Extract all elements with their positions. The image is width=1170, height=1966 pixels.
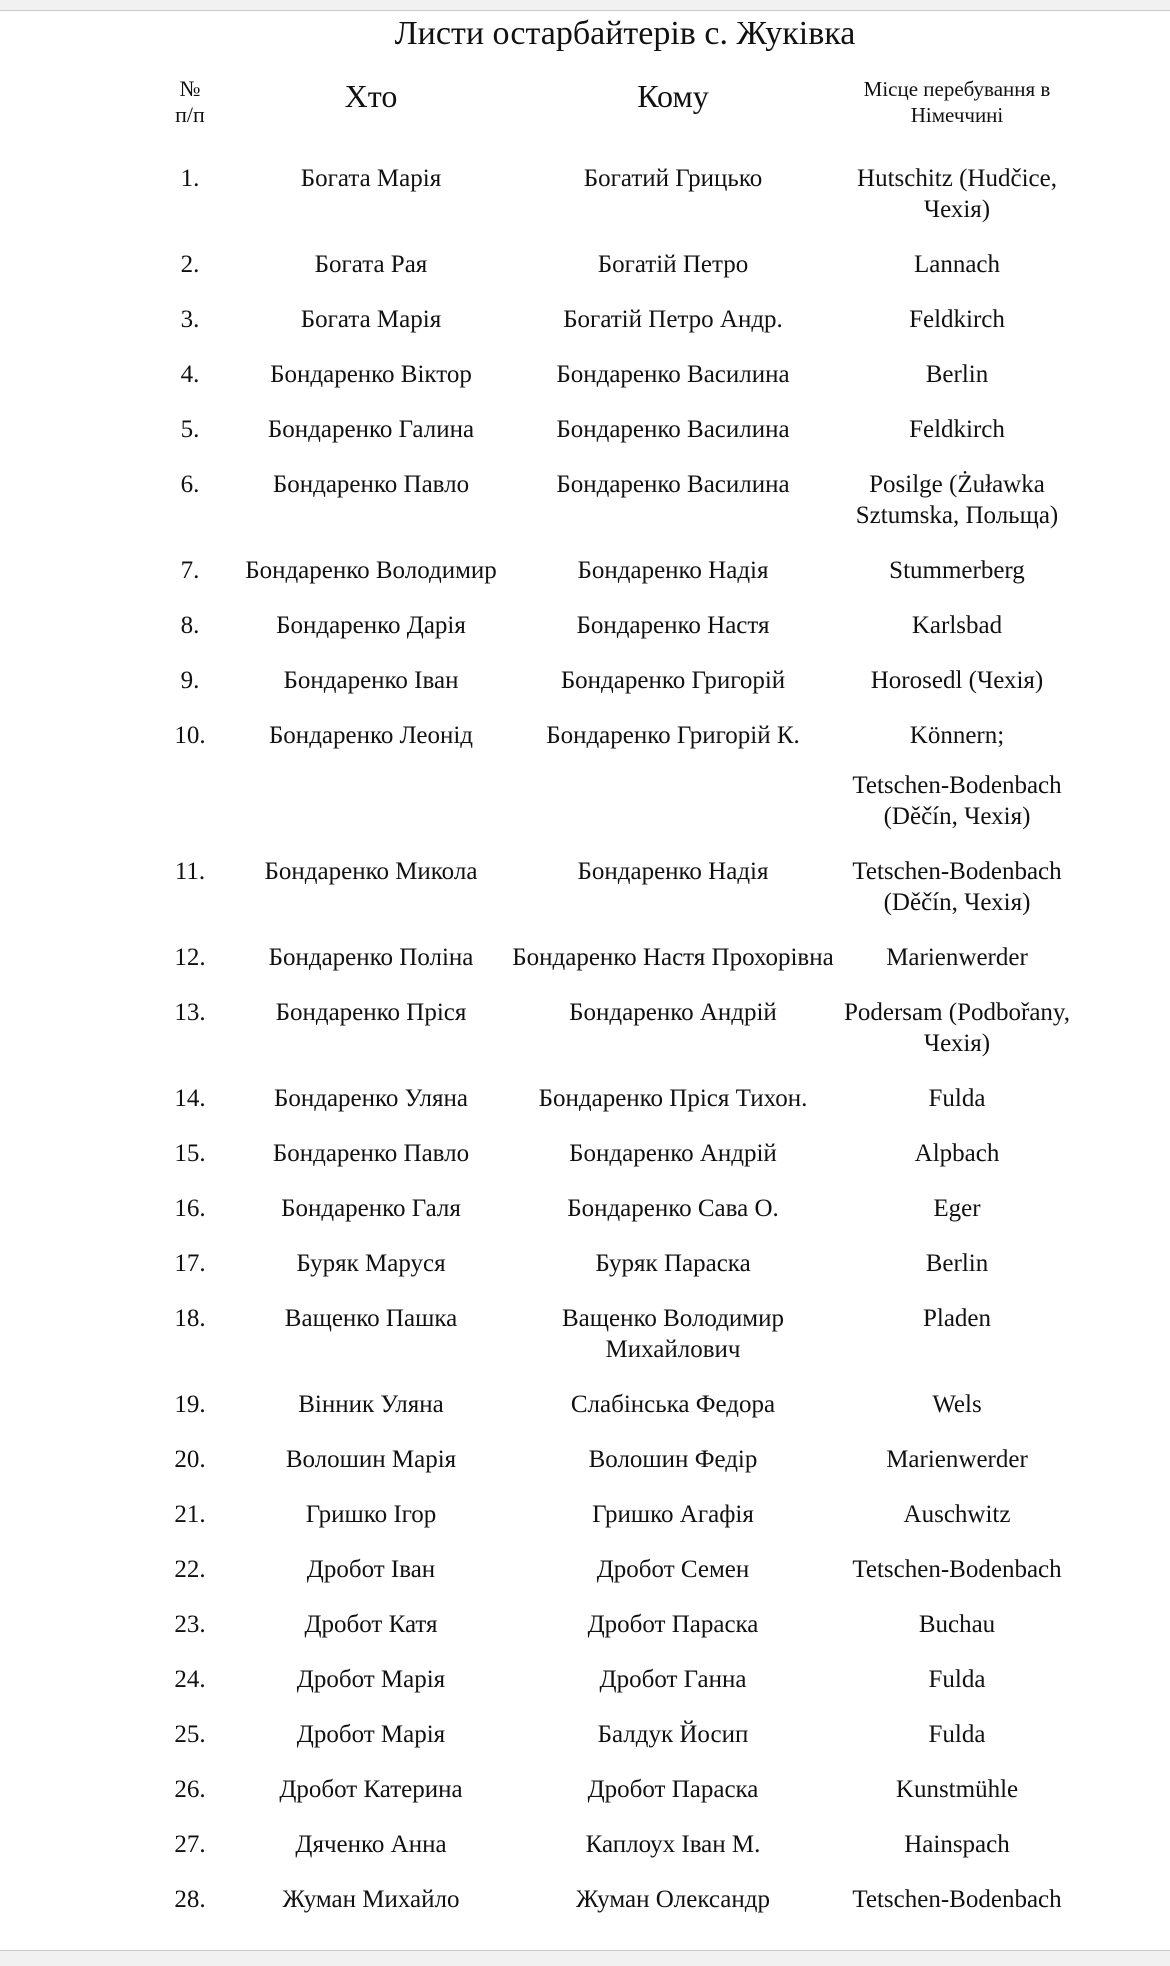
place-entry: Könnern; (909, 722, 1005, 749)
sender-name: Дробот Іван (306, 1556, 436, 1583)
place-in-germany (834, 1377, 1080, 1432)
row-number: 17. (174, 1250, 206, 1277)
place-entry: Eger (933, 1195, 981, 1222)
row-number: 26. (174, 1776, 206, 1803)
place-entry: Marienwerder (886, 1446, 1028, 1473)
place-entry: Hutschitz (Hudčice, Чехія) (857, 165, 1057, 223)
place-in-germany (834, 1597, 1080, 1652)
row-number: 13. (174, 999, 206, 1026)
table-row (150, 1872, 1080, 1927)
table-row (150, 653, 1080, 708)
sender-name: Дробот Катя (304, 1611, 438, 1638)
place-in-germany (834, 930, 1080, 985)
place-entry: Lannach (913, 251, 1001, 278)
place-entry: Auschwitz (903, 1501, 1011, 1528)
place-in-germany (834, 347, 1080, 402)
recipient-name: Дробот Параска (587, 1776, 759, 1803)
place-in-germany (834, 1291, 1080, 1377)
sender-name: Бондаренко Уляна (274, 1085, 468, 1112)
place-entry: Feldkirch (909, 306, 1005, 333)
place-in-germany (834, 844, 1080, 930)
sender-name: Волошин Марія (285, 1446, 457, 1473)
row-number: 7. (180, 557, 200, 584)
table-row (150, 1377, 1080, 1432)
row-number: 16. (174, 1195, 206, 1222)
sender-name: Бондаренко Павло (272, 1140, 470, 1167)
sender-name: Бондаренко Галина (267, 416, 475, 443)
place-entry: Wels (932, 1391, 982, 1418)
place-in-germany (834, 1707, 1080, 1762)
header-to-whom: Кому (637, 78, 709, 114)
table-row (150, 598, 1080, 653)
header-place-in-germany: Місце перебування в Німеччині (863, 77, 1051, 127)
row-number: 5. (180, 416, 200, 443)
place-in-germany (834, 653, 1080, 708)
table-row (150, 543, 1080, 598)
sender-name: Гришко Ігор (305, 1501, 437, 1528)
place-entry: Hainspach (904, 1831, 1010, 1858)
place-in-germany (834, 1817, 1080, 1872)
place-in-germany (834, 985, 1080, 1071)
place-entry: Tetschen-Bodenbach (852, 1556, 1062, 1583)
recipient-name: Бондаренко Василина (556, 471, 790, 498)
sender-name: Бондаренко Володимир (245, 557, 497, 584)
table-row (150, 844, 1080, 930)
recipient-name: Бондаренко Григорій К. (546, 722, 800, 749)
sender-name: Жуман Михайло (282, 1886, 460, 1913)
sender-name: Богата Марія (300, 306, 442, 333)
recipient-name: Бондаренко Григорій (560, 667, 786, 694)
page-title: Листи остарбайтерів с. Жуківка (394, 15, 856, 52)
recipient-name: Бондаренко Василина (556, 416, 790, 443)
recipient-name: Дробот Семен (596, 1556, 750, 1583)
sender-name: Дробот Катерина (279, 1776, 463, 1803)
sender-name: Бондаренко Поліна (268, 944, 474, 971)
table-row (150, 1236, 1080, 1291)
sender-name: Бондаренко Микола (264, 858, 478, 885)
row-number: 3. (180, 306, 200, 333)
table-row (150, 457, 1080, 543)
recipient-name: Волошин Федір (588, 1446, 758, 1473)
table-row (150, 347, 1080, 402)
place-in-germany (834, 237, 1080, 292)
row-number: 25. (174, 1721, 206, 1748)
place-entry: Fulda (928, 1085, 986, 1112)
place-in-germany (834, 1487, 1080, 1542)
table-row (150, 930, 1080, 985)
sender-name: Богата Рая (314, 251, 428, 278)
row-number: 22. (174, 1556, 206, 1583)
place-entry: Tetschen-Bodenbach (852, 1886, 1062, 1913)
table-row (150, 708, 1080, 844)
place-entry: Kunstmühle (895, 1776, 1019, 1803)
row-number: 11. (174, 858, 206, 885)
place-entry: Podersam (Podbořany, Чехія) (843, 999, 1071, 1057)
recipient-name: Бондаренко Андрій (569, 1140, 777, 1167)
table-row (150, 292, 1080, 347)
table-row (150, 1652, 1080, 1707)
header-number-line1: № (179, 76, 201, 101)
recipient-name: Бондаренко Надія (577, 557, 769, 584)
header-who: Хто (344, 78, 398, 114)
place-in-germany (834, 543, 1080, 598)
row-number: 24. (174, 1666, 206, 1693)
place-entry: Tetschen-Bodenbach (Děčín, Чехія) (852, 858, 1062, 916)
row-number: 8. (180, 612, 200, 639)
place-in-germany (834, 1236, 1080, 1291)
recipient-name: Бондаренко Настя Прохорівна (512, 944, 834, 971)
place-entry: Posilge (Żuławka Sztumska, Польща) (855, 471, 1059, 529)
table-row (150, 1071, 1080, 1126)
row-number: 4. (180, 361, 200, 388)
row-number: 18. (174, 1305, 206, 1332)
place-in-germany (834, 1542, 1080, 1597)
place-in-germany (834, 1762, 1080, 1817)
place-entry: Berlin (925, 1250, 989, 1277)
sender-name: Бондаренко Пріся (275, 999, 467, 1026)
recipient-name: Бондаренко Василина (556, 361, 790, 388)
row-number: 1. (180, 165, 200, 192)
row-number: 2. (180, 251, 200, 278)
recipient-name: Богатій Петро (597, 251, 749, 278)
place-in-germany (834, 402, 1080, 457)
recipient-name: Дробот Ганна (599, 1666, 747, 1693)
table-row (150, 1542, 1080, 1597)
place-in-germany (834, 1181, 1080, 1236)
place-in-germany (834, 151, 1080, 237)
place-entry: Horosedl (Чехія) (870, 667, 1044, 694)
place-entry: Feldkirch (909, 416, 1005, 443)
table-row (150, 402, 1080, 457)
place-entry: Tetschen-Bodenbach (Děčín, Чехія) (852, 772, 1062, 830)
row-number: 15. (174, 1140, 206, 1167)
top-scroll-edge (0, 0, 1170, 11)
place-in-germany (834, 457, 1080, 543)
recipient-name: Дробот Параска (587, 1611, 759, 1638)
table-row (150, 237, 1080, 292)
row-number: 12. (174, 944, 206, 971)
table-row (150, 151, 1080, 237)
place-in-germany (834, 1872, 1080, 1927)
place-entry: Pladen (922, 1305, 992, 1332)
recipient-name: Богатий Грицько (583, 165, 763, 192)
row-number: 9. (180, 667, 200, 694)
row-number: 19. (174, 1391, 206, 1418)
place-in-germany (834, 598, 1080, 653)
recipient-name: Бондаренко Андрій (569, 999, 777, 1026)
table-row (150, 1432, 1080, 1487)
place-entry: Alpbach (914, 1140, 1000, 1167)
recipient-name: Слабінська Федора (570, 1391, 776, 1418)
place-in-germany (834, 708, 1080, 844)
row-number: 20. (174, 1446, 206, 1473)
recipient-name: Бондаренко Пріся Тихон. (538, 1085, 808, 1112)
place-entry: Buchau (918, 1611, 996, 1638)
place-entry: Karlsbad (911, 612, 1003, 639)
recipient-name: Бондаренко Настя (576, 612, 770, 639)
place-entry: Marienwerder (886, 944, 1028, 971)
row-number: 23. (174, 1611, 206, 1638)
place-entry: Berlin (925, 361, 989, 388)
place-entry: Fulda (928, 1666, 986, 1693)
recipient-name: Балдук Йосип (597, 1721, 749, 1748)
table-header-row (150, 72, 1080, 151)
sender-name: Бондаренко Віктор (270, 361, 472, 388)
place-in-germany (834, 1432, 1080, 1487)
place-in-germany (834, 1652, 1080, 1707)
bottom-scroll-edge (0, 1950, 1170, 1966)
sender-name: Вінник Уляна (298, 1391, 444, 1418)
sender-name: Богата Марія (300, 165, 442, 192)
table-body (150, 151, 1080, 1927)
place-entry: Fulda (928, 1721, 986, 1748)
table-row (150, 1707, 1080, 1762)
sender-name: Дробот Марія (296, 1666, 446, 1693)
recipient-name: Гришко Агафія (592, 1501, 754, 1528)
place-in-germany (834, 1126, 1080, 1181)
table-row (150, 985, 1080, 1071)
sender-name: Дяченко Анна (295, 1831, 447, 1858)
sender-name: Бондаренко Іван (283, 667, 459, 694)
row-number: 27. (174, 1831, 206, 1858)
ostarbeiter-letters-table (150, 72, 1080, 1927)
sender-name: Бондаренко Галя (281, 1195, 461, 1222)
header-number (150, 72, 230, 151)
row-number: 10. (174, 722, 206, 749)
place-in-germany (834, 292, 1080, 347)
place-in-germany (834, 1071, 1080, 1126)
recipient-name: Буряк Параска (595, 1250, 751, 1277)
sender-name: Ващенко Пашка (284, 1305, 458, 1332)
recipient-name: Жуман Олександр (576, 1886, 770, 1913)
recipient-name: Ващенко Володимир Михайлович (561, 1305, 785, 1363)
recipient-name: Бондаренко Надія (577, 858, 769, 885)
sender-name: Буряк Маруся (296, 1250, 446, 1277)
row-number: 6. (180, 471, 200, 498)
sender-name: Бондаренко Павло (272, 471, 470, 498)
table-row (150, 1126, 1080, 1181)
table-row (150, 1762, 1080, 1817)
row-number: 21. (174, 1501, 206, 1528)
table-row (150, 1487, 1080, 1542)
recipient-name: Богатій Петро Андр. (563, 306, 783, 333)
sender-name: Бондаренко Леонід (268, 722, 474, 749)
sender-name: Бондаренко Дарія (276, 612, 466, 639)
recipient-name: Каплоух Іван М. (585, 1831, 761, 1858)
header-number-line2: п/п (175, 102, 205, 127)
table-row (150, 1181, 1080, 1236)
table-row (150, 1291, 1080, 1377)
place-entry: Stummerberg (889, 557, 1025, 584)
row-number: 28. (174, 1886, 206, 1913)
table-row (150, 1817, 1080, 1872)
table-row (150, 1597, 1080, 1652)
sender-name: Дробот Марія (296, 1721, 446, 1748)
recipient-name: Бондаренко Сава О. (567, 1195, 779, 1222)
row-number: 14. (174, 1085, 206, 1112)
